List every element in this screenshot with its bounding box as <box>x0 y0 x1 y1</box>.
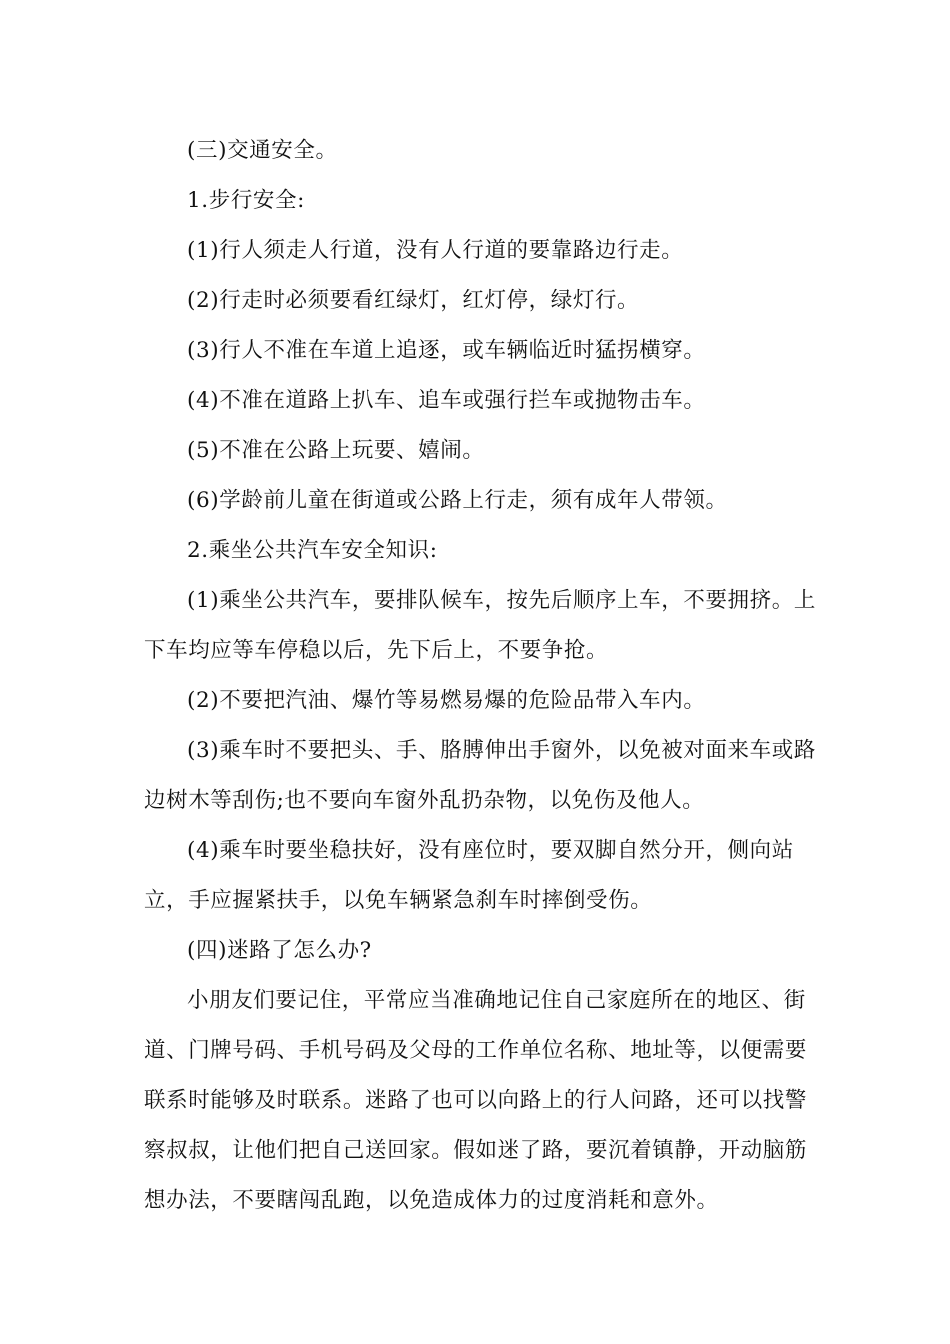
body-paragraph: 小朋友们要记住，平常应当准确地记住自己家庭所在的地区、街道、门牌号码、手机号码及父母的工作单位名称、地址等，以便需要联系时能够及时联系。迷路了也可以向路上的行人问路，还可以找警察叔叔，让他们把自己送回家。假如迷了路，要沉着镇静，开动脑筋想办法，不要瞎闯乱跑，以免造成体力的过度消耗和意外。 <box>144 988 808 1213</box>
document-body <box>144 126 824 1226</box>
subheading-bus-safety: 2.乘坐公共汽车安全知识: <box>187 538 438 563</box>
subheading-walking-safety: 1.步行安全: <box>187 188 305 213</box>
list-item: (1)行人须走人行道，没有人行道的要靠路边行走。 <box>187 238 684 263</box>
list-item: (1)乘坐公共汽车，要排队候车，按先后顺序上车，不要拥挤。上下车均应等车停稳以后，先下后上，不要争抢。 <box>144 588 816 663</box>
section-heading-traffic-safety: (三)交通安全。 <box>187 138 338 163</box>
section-heading-lost: (四)迷路了怎么办? <box>187 938 372 963</box>
list-item: (4)不准在道路上扒车、追车或强行拦车或抛物击车。 <box>187 388 706 413</box>
list-item: (3)行人不准在车道上追逐，或车辆临近时猛拐横穿。 <box>187 338 706 363</box>
list-item: (5)不准在公路上玩要、嬉闹。 <box>187 438 485 463</box>
list-item: (4)乘车时要坐稳扶好，没有座位时，要双脚自然分开，侧向站立，手应握紧扶手，以免车辆紧急刹车时摔倒受伤。 <box>144 838 794 913</box>
list-item: (2)不要把汽油、爆竹等易燃易爆的危险品带入车内。 <box>187 688 706 713</box>
list-item: (3)乘车时不要把头、手、胳膊伸出手窗外，以免被对面来车或路边树木等刮伤;也不要向车窗外乱扔杂物，以免伤及他人。 <box>144 738 816 813</box>
list-item: (6)学龄前儿童在街道或公路上行走，须有成年人带领。 <box>187 488 728 513</box>
list-item: (2)行走时必须要看红绿灯，红灯停，绿灯行。 <box>187 288 640 313</box>
